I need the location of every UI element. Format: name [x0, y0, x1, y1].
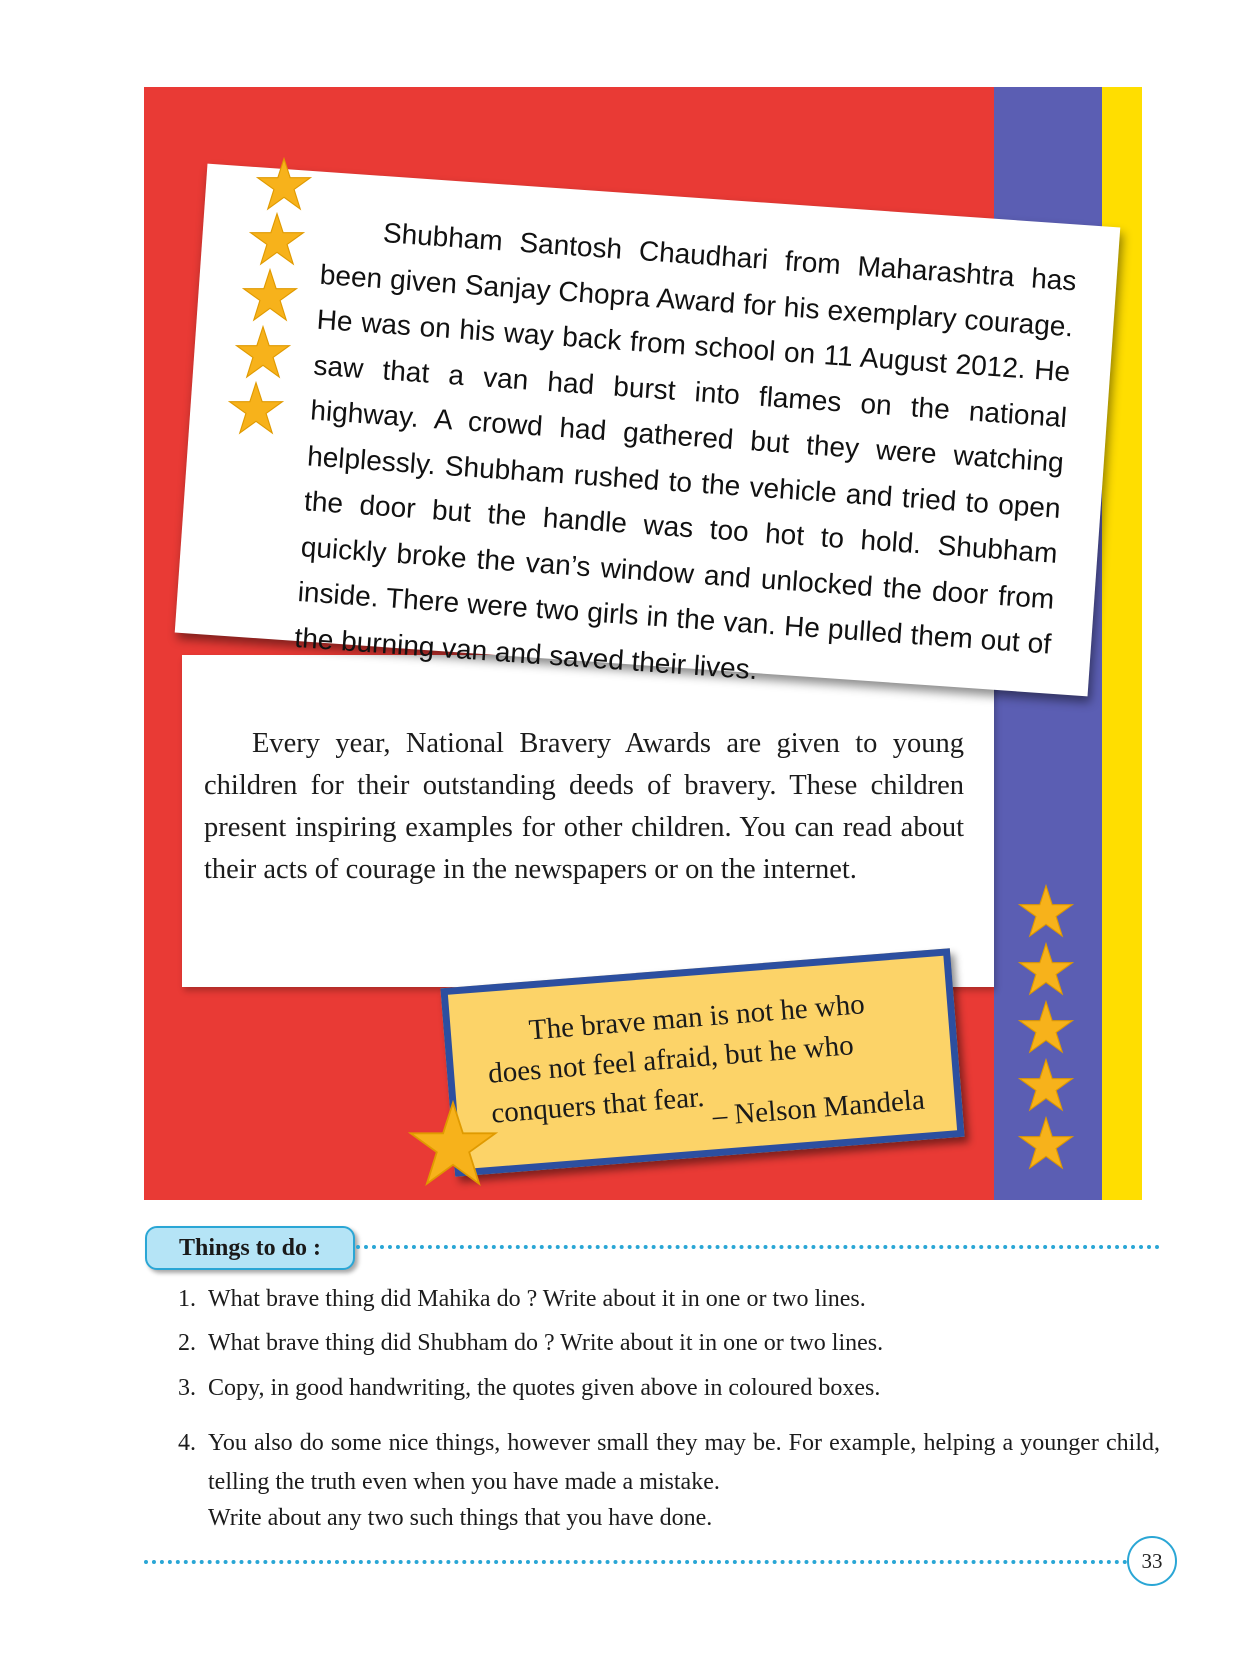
star-icon: [408, 1100, 498, 1190]
task-text: What brave thing did Shubham do ? Write about it in one or two lines.: [208, 1330, 884, 1356]
task-number: 4.: [178, 1430, 196, 1456]
task-text: Copy, in good handwriting, the quotes given above in coloured boxes.: [208, 1375, 881, 1401]
task-number: 2.: [178, 1330, 196, 1356]
star-icon: [1018, 1000, 1074, 1056]
quote-author: – Nelson Mandela: [711, 1083, 926, 1133]
task-extra-text: Write about any two such things that you have done.: [208, 1505, 713, 1531]
star-icon: [256, 157, 312, 213]
story-card-text: Shubham Santosh Chaudhari from Maharashtra has been given Sanjay Chopra Award for his exemplary courage. He was on his way back from school on 11 August 2012. He saw that a van had burst into flames on the national highway. A crowd had gathered but they were watching helplessly. Shubham rushed to the vehicle and tried to open the door but the handle was too hot to hold. Shubham quickly broke the van’s window and unlocked the door from inside. There were two girls in the van. He pulled them out of the burning van and saved their lives.: [293, 217, 1078, 685]
task-item: [178, 1424, 1160, 1502]
bravery-awards-box: [182, 655, 994, 987]
dotted-divider: [356, 1245, 1160, 1249]
task-item: [178, 1286, 1138, 1313]
dotted-divider: [144, 1560, 1128, 1564]
star-icon: [228, 381, 284, 437]
star-icon: [235, 325, 291, 381]
bravery-awards-text: Every year, National Bravery Awards are given to young children for their outstanding deeds of bravery. These children present inspiring examples for other children. You can read about their acts of courage in the newspapers or on the internet.: [204, 728, 964, 885]
star-icon: [1018, 1116, 1074, 1172]
task-item: [178, 1375, 1138, 1402]
task-text: You also do some nice things, however small they may be. For example, helping a younger child, telling the truth even when you have made a mistake.: [208, 1430, 1160, 1495]
star-icon: [249, 212, 305, 268]
quote-box: [440, 948, 964, 1177]
quote-text: The brave man is not he who does not feel afraid, but he who conquers that fear.: [486, 988, 866, 1130]
star-icon: [242, 268, 298, 324]
star-icon: [1018, 884, 1074, 940]
task-number: 1.: [178, 1286, 196, 1312]
star-icon: [1018, 1058, 1074, 1114]
task-text: What brave thing did Mahika do ? Write about it in one or two lines.: [208, 1286, 866, 1312]
task-item: [178, 1330, 1138, 1357]
task-number: 3.: [178, 1375, 196, 1401]
things-to-do-label: Things to do :: [145, 1226, 355, 1270]
star-icon: [1018, 942, 1074, 998]
story-card: [175, 164, 1121, 697]
page-number: 33: [1127, 1536, 1177, 1586]
